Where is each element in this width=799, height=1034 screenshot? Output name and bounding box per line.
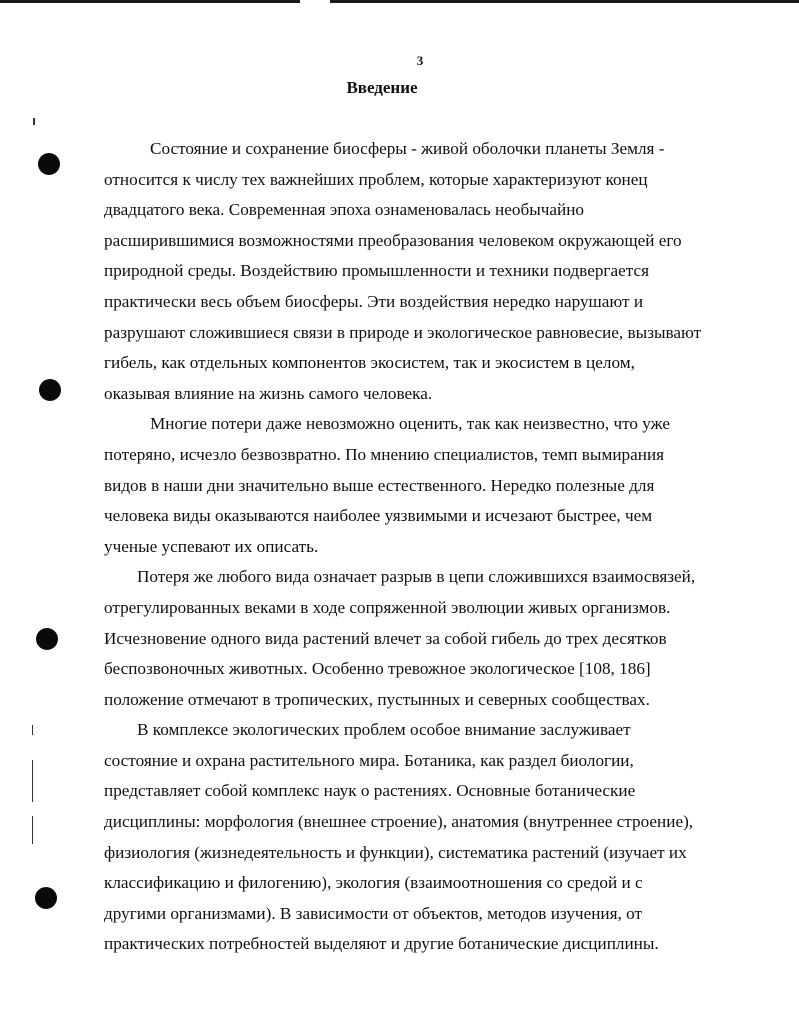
text-line: Состояние и сохранение биосферы - живой оболочки планеты Земля -: [150, 139, 665, 158]
text-line: ученые успевают их описать.: [104, 536, 319, 556]
scan-border-top: [0, 0, 799, 4]
text-line: оказывая влияние на жизнь самого человека.: [104, 383, 433, 403]
text-line: относится к числу тех важнейших проблем, которые характеризуют конец: [104, 169, 648, 189]
scan-speck: [32, 725, 33, 735]
text-line: потеряно, исчезло безвозвратно. По мнению специалистов, темп вымирания: [104, 444, 665, 464]
punch-hole: [35, 887, 57, 909]
paragraph-4: [104, 715, 764, 960]
text-line: Исчезновение одного вида растений влечет за собой гибель до трех десятков: [104, 628, 667, 648]
paragraph-1: [104, 134, 764, 409]
page-number: 3: [416, 53, 424, 68]
paragraph-3: [104, 562, 764, 715]
text-line: видов в наши дни значительно выше естественного. Нередко полезные для: [104, 475, 655, 495]
text-line: Потеря же любого вида означает разрыв в цепи сложившихся взаимосвязей,: [137, 567, 696, 587]
text-line: расширившимися возможностями преобразования человеком окружающей его: [104, 230, 682, 250]
text-line: гибель, как отдельных компонентов экосистем, так и экосистем в целом,: [104, 353, 635, 373]
text-line: дисциплины: морфология (внешнее строение), анатомия (внутреннее строение),: [104, 812, 694, 832]
paragraph-2: [104, 409, 764, 562]
text-line: Многие потери даже невозможно оценить, так как неизвестно, что уже: [150, 414, 670, 434]
text-line: состояние и охрана растительного мира. Ботаника, как раздел биологии,: [104, 750, 634, 770]
scan-speck: [33, 118, 35, 125]
text-line: представляет собой комплекс наук о растениях. Основные ботанические: [104, 781, 636, 801]
text-line: человека виды оказываются наиболее уязвимыми и исчезают быстрее, чем: [104, 506, 653, 526]
scan-border-segment: [0, 0, 300, 3]
punch-hole: [36, 628, 58, 650]
text-line: разрушают сложившиеся связи в природе и экологическое равновесие, вызывают: [104, 322, 702, 342]
text-line: отрегулированных веками в ходе сопряженной эволюции живых организмов.: [104, 597, 671, 617]
text-line: другими организмами). В зависимости от объектов, методов изучения, от: [104, 903, 642, 923]
punch-hole: [38, 153, 60, 175]
scan-speck: [32, 816, 33, 844]
text-line: классификацию и филогению), экология (взаимоотношения со средой и с: [104, 873, 643, 893]
text-line: В комплексе экологических проблем особое внимание заслуживает: [137, 720, 631, 740]
text-line: практически весь объем биосферы. Эти воздействия нередко нарушают и: [104, 291, 644, 311]
text-line: природной среды. Воздействию промышленности и техники подвергается: [104, 261, 649, 281]
text-line: практических потребностей выделяют и другие ботанические дисциплины.: [104, 934, 659, 954]
text-line: положение отмечают в тропических, пустынных и северных сообществах.: [104, 689, 650, 709]
text-line: физиология (жизнедеятельность и функции), систематика растений (изучает их: [104, 842, 687, 862]
scan-speck: [32, 760, 33, 802]
page-title: Введение: [346, 78, 418, 97]
body-text: [104, 134, 764, 960]
text-line: беспозвоночных животных. Особенно тревожное экологическое [108, 186]: [104, 659, 651, 679]
scan-border-segment: [330, 0, 799, 3]
text-line: двадцатого века. Современная эпоха ознаменовалась необычайно: [104, 200, 585, 220]
punch-hole: [39, 379, 61, 401]
